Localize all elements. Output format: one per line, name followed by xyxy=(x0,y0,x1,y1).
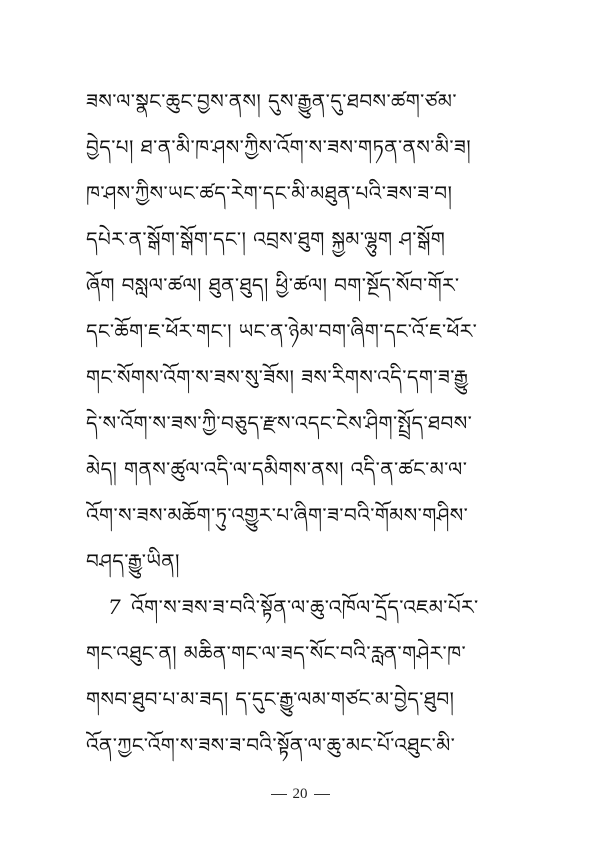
numbered-line-12 xyxy=(86,584,524,630)
text-line-3: ཁ་ཤས་ཀྱིས་ཡང་ཚད་རེག་དང་མི་མཐུན་པའི་ཟས་ཟ་བ། xyxy=(86,181,453,205)
footer-dash-right xyxy=(314,794,330,795)
text-line-6: དང་ཆོག་ཇ་ཕོར་གང་། ཡང་ན་ཉེམ་བག་ཞིག་དང་འོ་ཇ་ཕོར་ xyxy=(86,319,478,343)
text-line-1: ཟས་ལ་སྣང་ཆུང་བྱས་ནས། དུས་རྒྱུན་དུ་ཐབས་ཚག་ཙམ་ xyxy=(86,89,457,113)
page-number: 20 xyxy=(292,786,308,802)
text-line-8: དེ་ས་འོག་ས་ཟས་ཀྱི་བཅུད་རྫས་འདང་ངེས་ཤིག་སྤྲོད་ཐབས་ xyxy=(86,411,473,435)
footer-dash-left xyxy=(271,794,287,795)
body-text xyxy=(86,78,524,768)
text-line-14: གསབ་ཐུབ་པ་མ་ཟད། ད་དུང་རྒྱུ་ལམ་གཙང་མ་བྱེད་ཐུབ། xyxy=(86,687,455,711)
text-line-13: གང་འཐུང་ན། མཆིན་གང་ལ་ཟད་སོང་བའི་རླན་གཤེར་ཁ་ xyxy=(86,641,467,665)
text-line-12: འོག་ས་ཟས་ཟ་བའི་སྟོན་ལ་ཆུ་འཁོལ་དྲོད་འཇམ་པོར་ xyxy=(131,595,479,619)
text-line-9: མེད། གནས་ཚུལ་འདི་ལ་དམིགས་ནས། འདི་ན་ཚང་མ་ལ་ xyxy=(86,457,468,481)
text-line-4: དཔེར་ན་སྒོག་སྒོག་དང་། འབྲས་ཐུག སྐྱམ་ལྷུག ཤ་སྒོག xyxy=(86,227,446,251)
text-line-11: བཤད་རྒྱུ་ཡིན། xyxy=(86,549,180,573)
text-line-7: གང་སོགས་འོག་ས་ཟས་སུ་ཟོས། ཟས་རིགས་འདི་དག་ཟ་རྒྱུ xyxy=(86,365,469,389)
item-number: 7 xyxy=(108,595,122,619)
page-footer xyxy=(0,786,600,803)
text-line-2: བྱེད་པ། ཐ་ན་མི་ཁ་ཤས་ཀྱིས་འོག་ས་ཟས་གཏན་ནས་མི་ཟ། xyxy=(86,135,472,159)
text-line-10: འོག་ས་ཟས་མཆོག་ཏུ་འགྱུར་པ་ཞིག་ཟ་བའི་གོམས་གཤིས་ xyxy=(86,503,469,527)
text-line-15: འོན་ཀྱང་འོག་ས་ཟས་ཟ་བའི་སྟོན་ལ་ཆུ་མང་པོ་འཐུང་མི་ xyxy=(86,733,456,757)
text-line-5: ཞོག བསླལ་ཚལ། ཐུན་ཐུད། ཕྱི་ཚལ། བག་སྔོད་སོབ་གོར་ xyxy=(86,273,460,297)
